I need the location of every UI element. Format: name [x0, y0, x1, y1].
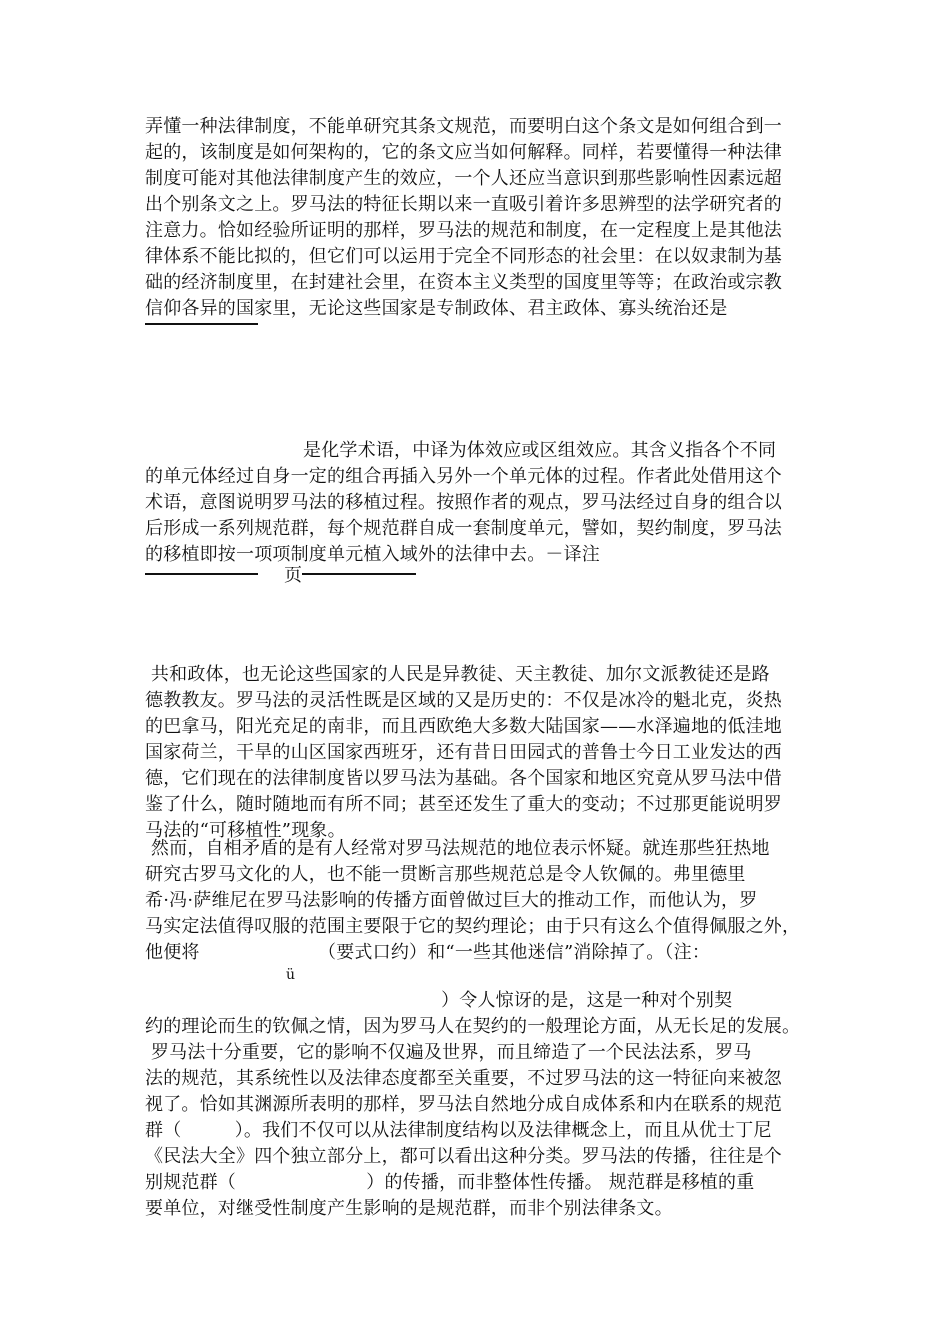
footnote-line: 后形成一系列规范群，每个规范群自成一套制度单元，譬如，契约制度，罗马法 [145, 518, 782, 539]
text-line: 出个别条文之上。罗马法的特征长期以来一直吸引着许多思辨型的法学研究者的 [145, 194, 782, 215]
footnote-line: 是化学术语，中译为体效应或区组效应。其含义指各个不同 [303, 440, 777, 461]
text-line: 视了。恰如其渊源所表明的那样，罗马法自然地分成自成体系和内在联系的规范 [145, 1094, 782, 1115]
text-line: 共和政体，也无论这些国家的人民是异教徒、天主教徒、加尔文派教徒还是路 [145, 664, 770, 685]
text-line: 础的经济制度里，在封建社会里，在资本主义类型的国度里等等；在政治或宗教 [145, 272, 782, 293]
text-line: 德，它们现在的法律制度皆以罗马法为基础。各个国家和地区究竟从罗马法中借 [145, 768, 782, 789]
text-line: 国家荷兰，干旱的山区国家西班牙，还有昔日田园式的普鲁士今日工业发达的西 [145, 742, 782, 763]
text-line: 注意力。恰如经验所证明的那样，罗马法的规范和制度，在一定程度上是其他法 [145, 220, 782, 241]
text-line: 他便将 （要式口约）和“一些其他迷信”消除掉了。（注： [145, 942, 711, 963]
text-line: 希·冯·萨维尼在罗马法影响的传播方面曾做过巨大的推动工作，而他认为，罗 [145, 890, 758, 911]
text-line: 的巴拿马，阳光充足的南非，而且西欧绝大多数大陆国家——水泽遍地的低洼地 [145, 716, 782, 737]
text-line: 马法的“可移植性”现象。 [145, 820, 346, 841]
stray-glyph: ü [286, 967, 296, 983]
text-line: 马实定法值得叹服的范围主要限于它的契约理论；由于只有这么个值得佩服之外， [145, 916, 801, 937]
text-line: 律体系不能比拟的，但它们可以运用于完全不同形态的社会里：在以奴隶制为基 [145, 246, 782, 267]
text-line: 《民法大全》四个独立部分上，都可以看出这种分类。罗马法的传播，往往是个 [145, 1146, 782, 1167]
text-line: 鉴了什么，随时随地而有所不同；甚至还发生了重大的变动；不过那更能说明罗 [145, 794, 782, 815]
text-line: 弄懂一种法律制度，不能单研究其条文规范，而要明白这个条文是如何组合到一 [145, 116, 782, 137]
text-line: 研究古罗马文化的人，也不能一贯断言那些规范总是令人钦佩的。弗里德里 [145, 864, 746, 885]
text-line: 制度可能对其他法律制度产生的效应，一个人还应当意识到那些影响性因素远超 [145, 168, 782, 189]
footnote-line: 的移植即按一项项制度单元植入域外的法律中去。－译注 [145, 544, 600, 565]
text-line: 约的理论而生的钦佩之情，因为罗马人在契约的一般理论方面，从无长足的发展。 [145, 1016, 801, 1037]
text-line: ）令人惊讶的是，这是一种对个别契 [145, 990, 733, 1011]
text-line: 然而，自相矛盾的是有人经常对罗马法规范的地位表示怀疑。就连那些狂热地 [145, 838, 770, 859]
text-line: 罗马法十分重要，它的影响不仅遍及世界，而且缔造了一个民法法系，罗马 [145, 1042, 752, 1063]
text-line: 信仰各异的国家里，无论这些国家是专制政体、君主政体、寡头统治还是 [145, 298, 728, 319]
page-break-label: 页 [284, 565, 303, 586]
footnote-line: 的单元体经过自身一定的组合再插入另外一个单元体的过程。作者此处借用这个 [145, 466, 782, 487]
text-line: 起的，该制度是如何架构的，它的条文应当如何解释。同样，若要懂得一种法律 [145, 142, 782, 163]
footnote-line: 术语，意图说明罗马法的移植过程。按照作者的观点，罗马法经过自身的组合以 [145, 492, 782, 513]
footnote-separator [145, 323, 258, 325]
text-line: 要单位，对继受性制度产生影响的是规范群，而非个别法律条文。 [145, 1198, 673, 1219]
text-line: 别规范群（ ）的传播，而非整体性传播。 规范群是移植的重 [145, 1172, 755, 1193]
page-break-rule-left [145, 573, 258, 575]
text-line: 法的规范，其系统性以及法律态度都至关重要，不过罗马法的这一特征向来被忽 [145, 1068, 782, 1089]
page-break-rule-right [302, 573, 416, 575]
text-line: 德教教友。罗马法的灵活性既是区域的又是历史的：不仅是冰冷的魁北克，炎热 [145, 690, 782, 711]
text-line: 群（ ）。我们不仅可以从法律制度结构以及法律概念上，而且从优士丁尼 [145, 1120, 772, 1141]
